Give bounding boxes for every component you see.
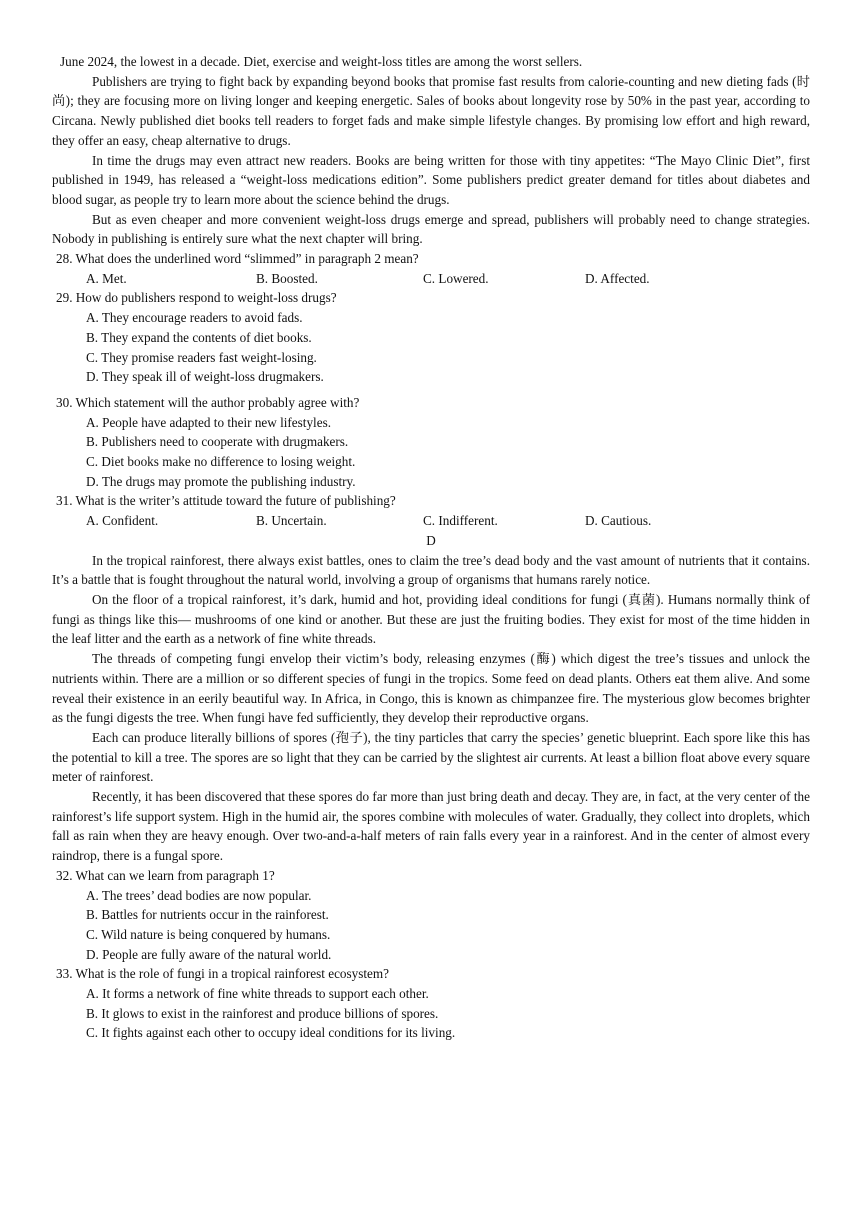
question-30 bbox=[52, 393, 810, 492]
passage-d-paragraph: In the tropical rainforest, there always exist battles, ones to claim the tree’s dead body and the vast amount of nutrients that it contains. It’s a battle that is fought throughout the natural world, involving a group of organisms that humans rarely notice. bbox=[52, 552, 810, 588]
option-b[interactable]: B. Publishers need to cooperate with drugmakers. bbox=[86, 434, 349, 450]
option-b[interactable]: B. It glows to exist in the rainforest and produce billions of spores. bbox=[86, 1005, 439, 1021]
option-row bbox=[52, 269, 810, 289]
option-b[interactable]: B. They expand the contents of diet books. bbox=[86, 329, 312, 345]
option-b[interactable]: B. Boosted. bbox=[256, 270, 318, 286]
passage-d bbox=[52, 551, 810, 866]
passage-c-paragraph: But as even cheaper and more convenient weight-loss drugs emerge and spread, publishers will probably need to change strategies. Nobody in publishing is entirely sure what the next chapter will bring. bbox=[52, 211, 810, 247]
question-33 bbox=[52, 964, 810, 1043]
option-b[interactable]: B. Uncertain. bbox=[256, 513, 327, 529]
passage-c-paragraph: Publishers are trying to fight back by expanding beyond books that promise fast results from calorie-counting and new dieting fads (时尚); they are focusing more on living longer and keeping energetic. Sales of books about longevity rose by 50% in the past year, according to Circana. Newly published diet books tell readers to forget fads and make simple lifestyle changes. By promising low effort and high reward, they offer an easy, cheap alternative to drugs. bbox=[52, 73, 810, 148]
question-stem: 32. What can we learn from paragraph 1? bbox=[56, 867, 275, 883]
option-c[interactable]: C. Indifferent. bbox=[423, 513, 498, 529]
option-a[interactable]: A. It forms a network of fine white threads to support each other. bbox=[86, 986, 429, 1002]
question-stem: 31. What is the writer’s attitude toward the future of publishing? bbox=[56, 493, 396, 509]
question-stem: 28. What does the underlined word “slimmed” in paragraph 2 mean? bbox=[56, 251, 419, 267]
option-d[interactable]: D. The drugs may promote the publishing industry. bbox=[86, 473, 356, 489]
option-d[interactable]: D. Affected. bbox=[585, 270, 650, 286]
question-31 bbox=[52, 491, 810, 530]
option-c[interactable]: C. Lowered. bbox=[423, 270, 489, 286]
option-a[interactable]: A. Met. bbox=[86, 270, 127, 286]
option-c[interactable]: C. It fights against each other to occupy ideal conditions for its living. bbox=[86, 1025, 456, 1041]
question-28 bbox=[52, 249, 810, 288]
passage-d-paragraph: Recently, it has been discovered that these spores do far more than just bring death and decay. They are, in fact, at the very center of the rainforest’s life support system. High in the humid air, the spores combine with molecules of water. Gradually, they collect into droplets, which fall as rain when they are heavy enough. Over two-and-a-half meters of rain falls every year in a rainforest. And in the center of almost every raindrop, there is a fungal spore. bbox=[52, 789, 810, 864]
exam-page bbox=[52, 52, 810, 1043]
passage-d-paragraph: Each can produce literally billions of spores (孢子), the tiny particles that carry the species’ genetic blueprint. Each spore like this has the potential to kill a tree. The spores are so light that they can be carried by the slightest air currents. At least a billion float above every square meter of rainforest. bbox=[52, 729, 810, 785]
option-a[interactable]: A. They encourage readers to avoid fads. bbox=[86, 310, 303, 326]
option-c[interactable]: C. They promise readers fast weight-losing. bbox=[86, 349, 317, 365]
question-32 bbox=[52, 866, 810, 965]
option-a[interactable]: A. Confident. bbox=[86, 513, 159, 529]
passage-c-paragraph: June 2024, the lowest in a decade. Diet, exercise and weight-loss titles are among the worst sellers. bbox=[60, 54, 583, 69]
option-row bbox=[52, 511, 810, 531]
option-c[interactable]: C. Wild nature is being conquered by humans. bbox=[86, 926, 331, 942]
option-d[interactable]: D. They speak ill of weight-loss drugmakers. bbox=[86, 369, 324, 385]
passage-c bbox=[52, 52, 810, 249]
passage-c-paragraph: In time the drugs may even attract new readers. Books are being written for those with tiny appetites: “The Mayo Clinic Diet”, first published in 1949, has released a “weight-loss medications edition”. Some publishers predict greater demand for titles about diabetes and blood sugar, as people try to learn more about the science behind the drugs. bbox=[52, 152, 810, 207]
option-a[interactable]: A. People have adapted to their new lifestyles. bbox=[86, 414, 331, 430]
passage-d-paragraph: On the floor of a tropical rainforest, it’s dark, humid and hot, providing ideal conditions for fungi (真菌). Humans normally think of fungi as things like this— mushrooms of one kind or another. But these are just the fruiting bodies. They exist for most of the time hidden in the leaf litter and the earth as a network of fine white threads. bbox=[52, 591, 810, 647]
option-d[interactable]: D. People are fully aware of the natural world. bbox=[86, 946, 332, 962]
question-29 bbox=[52, 288, 810, 387]
passage-d-paragraph: The threads of competing fungi envelop their victim’s body, releasing enzymes (酶) which digest the tree’s tissues and unlock the nutrients within. There are a million or so different species of fungi in the tropics. Some feed on dead plants. Others eat them alive. And some reveal their existence in an eerily beautiful way. In Africa, in Congo, this is known as chimpanzee fire. The mysterious glow becomes brighter as the fungi digests the tree. When fungi have fed sufficiently, they develop their reproductive organs. bbox=[52, 651, 810, 726]
option-a[interactable]: A. The trees’ dead bodies are now popular. bbox=[86, 887, 312, 903]
option-d[interactable]: D. Cautious. bbox=[585, 513, 652, 529]
question-stem: 30. Which statement will the author probably agree with? bbox=[56, 394, 360, 410]
section-heading: D bbox=[426, 532, 436, 548]
question-stem: 29. How do publishers respond to weight-loss drugs? bbox=[56, 290, 337, 306]
option-c[interactable]: C. Diet books make no difference to losing weight. bbox=[86, 454, 356, 470]
question-stem: 33. What is the role of fungi in a tropical rainforest ecosystem? bbox=[56, 966, 390, 982]
option-b[interactable]: B. Battles for nutrients occur in the rainforest. bbox=[86, 907, 329, 923]
